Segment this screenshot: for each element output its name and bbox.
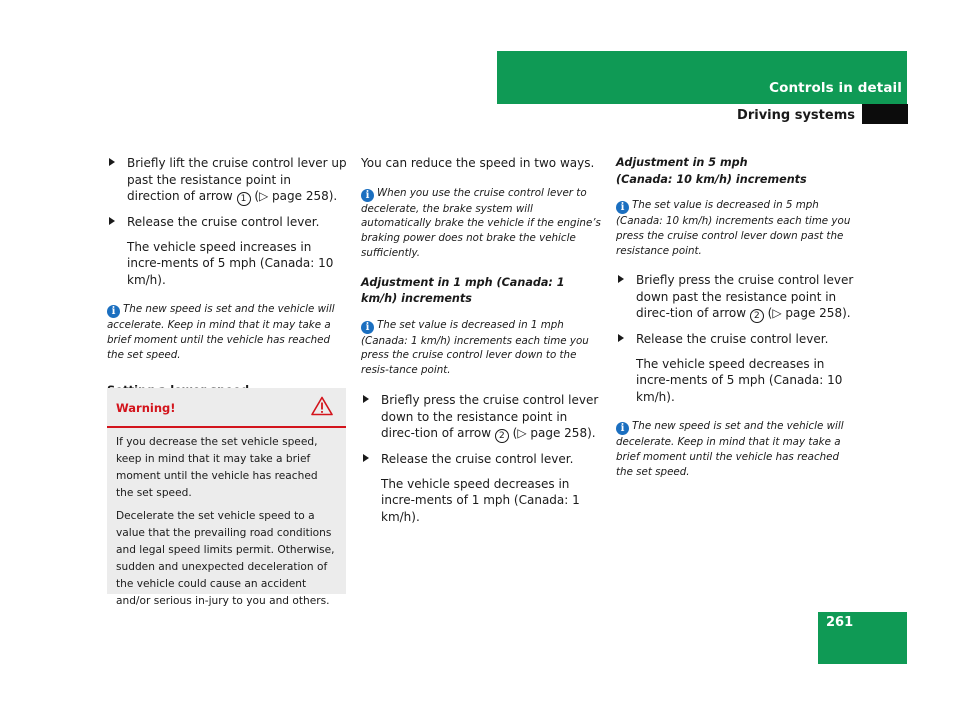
section-title: Controls in detail [769,80,902,96]
arrow-number-badge: 1 [237,192,251,206]
warning-paragraph: Decelerate the set vehicle speed to a value that the prevailing road conditions and legal speed limits permit. Otherwise, sudden and unexpected deceleration of the vehicle could cause an accident and/or serious in-jury to you and others. [116,510,335,607]
section-tab-marker [862,104,908,124]
warning-body [107,428,346,610]
intro-text: You can reduce the speed in two ways. [361,156,595,170]
step-result: The vehicle speed decreases in incre-ments of 1 mph (Canada: 1 km/h). [381,476,580,524]
step-item: Briefly press the cruise control lever down past the resistance point in direc-tion of arrow 2 (▷ page 258). [616,272,858,323]
info-icon: i [361,321,374,334]
bullet-arrow-icon [363,454,369,462]
subsection-heading: Adjustment in 1 mph (Canada: 1 km/h) increments [361,275,565,306]
warning-paragraph: If you decrease the set vehicle speed, keep in mind that it may take a brief moment until the vehicle has reached the set speed. [116,436,318,499]
info-note: i The new speed is set and the vehicle will decelerate. Keep in mind that it may take a brief moment until the vehicle has reached the set speed. [616,420,844,478]
warning-box [107,388,346,607]
page-number-box [818,612,907,664]
step-item: Release the cruise control lever. [107,214,347,231]
step-result: The vehicle speed increases in incre-ments of 5 mph (Canada: 10 km/h). [127,239,334,287]
arrow-number-badge: 2 [495,429,509,443]
info-note: i The new speed is set and the vehicle will accelerate. Keep in mind that it may take a brief moment until the vehicle has reached the set speed. [107,303,335,361]
warning-header [107,388,346,428]
bullet-arrow-icon [618,275,624,283]
info-icon: i [616,201,629,214]
info-note: i When you use the cruise control lever to decelerate, the brake system will automatically brake the vehicle if the engine’s braking power does not brake the vehicle sufficiently. [361,186,601,259]
column-1 [107,155,347,399]
subsection-heading: Adjustment in 5 mph (Canada: 10 km/h) increments [616,156,807,186]
step-item: Briefly lift the cruise control lever up past the resistance point in direction of arrow 1 (▷ page 258). [107,155,347,206]
header-bar [497,51,907,104]
column-3 [616,155,858,494]
bullet-arrow-icon [109,217,115,225]
info-icon: i [361,189,374,202]
arrow-number-badge: 2 [750,309,764,323]
step-result: The vehicle speed decreases in incre-ments of 5 mph (Canada: 10 km/h). [636,356,843,404]
step-item: Briefly press the cruise control lever down to the resistance point in direc-tion of arrow 2 (▷ page 258). [361,392,603,443]
info-icon: i [107,305,120,318]
info-icon: i [616,422,629,435]
subsection-title: Driving systems [737,108,855,123]
step-item: Release the cruise control lever. [361,451,603,468]
info-note: i The set value is decreased in 1 mph (Canada: 1 km/h) increments each time you press the cruise control lever down to the resis-tance point. [361,318,589,377]
warning-label: Warning! [116,401,176,415]
page-number: 261 [826,615,854,630]
bullet-arrow-icon [109,158,115,166]
step-item: Release the cruise control lever. [616,331,858,348]
info-note: i The set value is decreased in 5 mph (Canada: 10 km/h) increments each time you press the cruise control lever down past the resistance point. [616,199,851,257]
column-2 [361,155,603,533]
warning-triangle-icon [311,396,333,416]
bullet-arrow-icon [618,334,624,342]
bullet-arrow-icon [363,395,369,403]
